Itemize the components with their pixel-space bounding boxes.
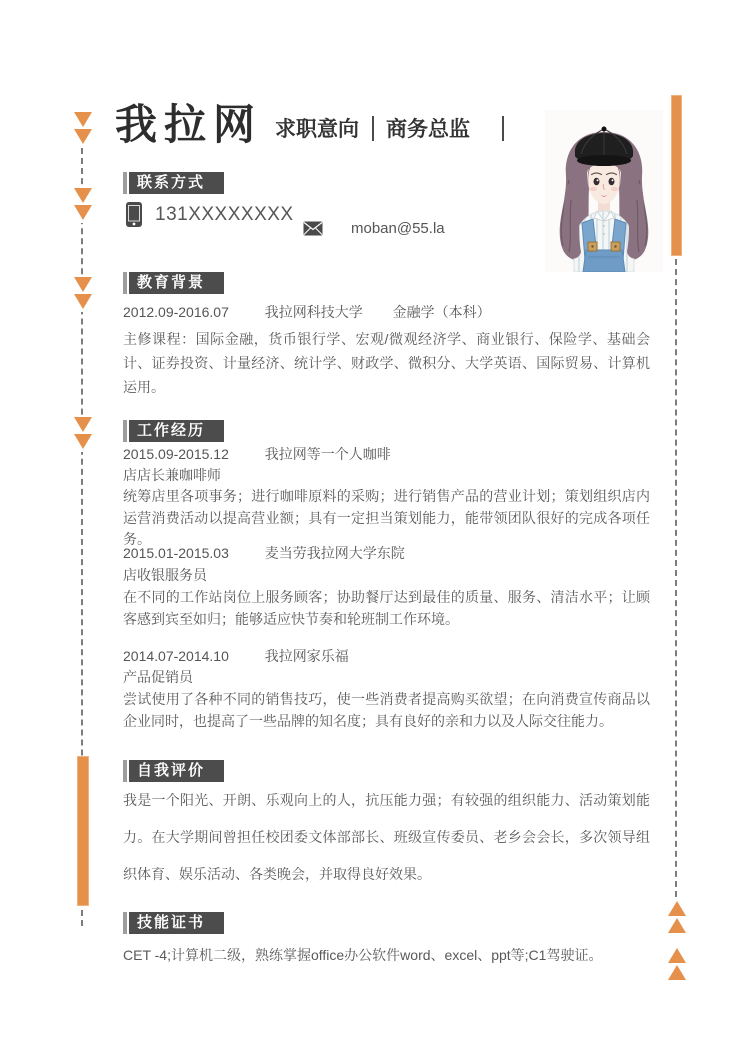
header-tick — [123, 420, 127, 442]
down-triangle-icon — [74, 112, 92, 127]
education-period: 2012.09-2016.07 — [123, 304, 229, 320]
header-tick — [123, 272, 127, 294]
vertical-separator — [502, 116, 504, 141]
envelope-icon — [303, 221, 323, 236]
work-entry-role: 店店长兼咖啡师 — [123, 467, 221, 483]
down-triangle-icon — [74, 434, 92, 449]
right-orange-bar — [671, 95, 682, 256]
right-dashed-line — [675, 259, 677, 897]
header-tick — [123, 172, 127, 194]
education-major: 金融学（本科） — [392, 304, 491, 320]
section-header-work — [123, 420, 224, 442]
up-triangle-icon — [668, 965, 686, 980]
header-tick — [123, 912, 127, 934]
up-triangle-icon — [668, 948, 686, 963]
work-company: 我拉网等一个人咖啡 — [264, 446, 391, 462]
work-entry-period — [123, 646, 349, 666]
job-intent-row — [275, 113, 504, 143]
avatar — [545, 110, 663, 272]
work-entry-period — [123, 543, 405, 563]
section-header-skills — [123, 912, 224, 934]
smartphone-icon — [125, 201, 143, 228]
left-arrow-pair-1 — [72, 111, 94, 147]
work-entry-description: 统筹店里各项事务；进行咖啡原料的采购；进行销售产品的营业计划；策划组织店内运营消费活动以提高营业额；具有一定担当策划能力，能带领团队很好的完成各项任务。 — [123, 488, 650, 547]
section-title: 自我评价 — [129, 760, 224, 782]
education-courses: 主修课程：国际金融，货币银行学、宏观/微观经济学、商业银行、保险学、基础会计、证券投资、计量经济、统计学、财政学、微积分、大学英语、国际贸易、计算机运用。 — [123, 331, 650, 395]
work-entry-role: 产品促销员 — [123, 669, 193, 685]
work-entry-period — [123, 444, 391, 464]
work-company: 麦当劳我拉网大学东院 — [264, 545, 405, 561]
section-header-contact — [123, 172, 224, 194]
down-triangle-icon — [74, 188, 92, 203]
left-arrow-pair-3 — [72, 276, 94, 312]
section-title: 教育背景 — [129, 272, 224, 294]
work-period: 2014.07-2014.10 — [123, 648, 229, 664]
job-intent-label: 求职意向 — [275, 118, 359, 141]
left-orange-bar — [77, 756, 89, 906]
up-triangle-icon — [668, 901, 686, 916]
work-company: 我拉网家乐福 — [264, 648, 349, 664]
work-period: 2015.09-2015.12 — [123, 446, 229, 462]
right-arrow-pair-1 — [666, 898, 688, 934]
education-school: 我拉网科技大学 — [264, 304, 363, 320]
down-triangle-icon — [74, 129, 92, 144]
header-tick — [123, 760, 127, 782]
job-intent-value: 商务总监 — [386, 118, 470, 141]
phone-number: 131XXXXXXXX — [155, 203, 294, 225]
self-evaluation-text: 我是一个阳光、开朗、乐观向上的人，抗压能力强；有较强的组织能力、活动策划能力。在大学期间曾担任校团委文体部部长、班级宣传委员、老乡会会长，多次领导组织体育、娱乐活动、各类晚会，并取得良好效果。 — [123, 792, 650, 882]
phone-row — [125, 201, 294, 228]
work-period: 2015.01-2015.03 — [123, 545, 229, 561]
section-title: 工作经历 — [129, 420, 224, 442]
left-arrow-pair-4 — [72, 416, 94, 452]
down-triangle-icon — [74, 417, 92, 432]
vertical-separator — [372, 116, 374, 141]
work-entry-description: 在不同的工作站岗位上服务顾客；协助餐厅达到最佳的质量、服务、清洁水平；让顾客感到宾至如归；能够适应快节奏和轮班制工作环境。 — [123, 589, 650, 627]
down-triangle-icon — [74, 277, 92, 292]
email-row — [303, 220, 445, 237]
right-arrow-pair-2 — [666, 945, 688, 981]
work-entry-role: 店收银服务员 — [123, 567, 207, 583]
left-arrow-pair-2 — [72, 187, 94, 223]
education-degree-line — [123, 302, 491, 322]
down-triangle-icon — [74, 205, 92, 220]
section-title: 技能证书 — [129, 912, 224, 934]
section-header-self-evaluation — [123, 760, 224, 782]
down-triangle-icon — [74, 294, 92, 309]
section-title: 联系方式 — [129, 172, 224, 194]
up-triangle-icon — [668, 918, 686, 933]
email-address: moban@55.la — [351, 220, 445, 237]
section-header-education — [123, 272, 224, 294]
skills-text: CET -4;计算机二级，熟练掌握office办公软件word、excel、ppt等;C1驾驶证。 — [123, 947, 603, 963]
work-entry-description: 尝试使用了各种不同的销售技巧，使一些消费者提高购买欲望；在向消费宣传商品以企业同时，也提高了一些品牌的知名度；具有良好的亲和力以及人际交往能力。 — [123, 691, 650, 729]
page-title: 我拉网 — [115, 101, 263, 148]
